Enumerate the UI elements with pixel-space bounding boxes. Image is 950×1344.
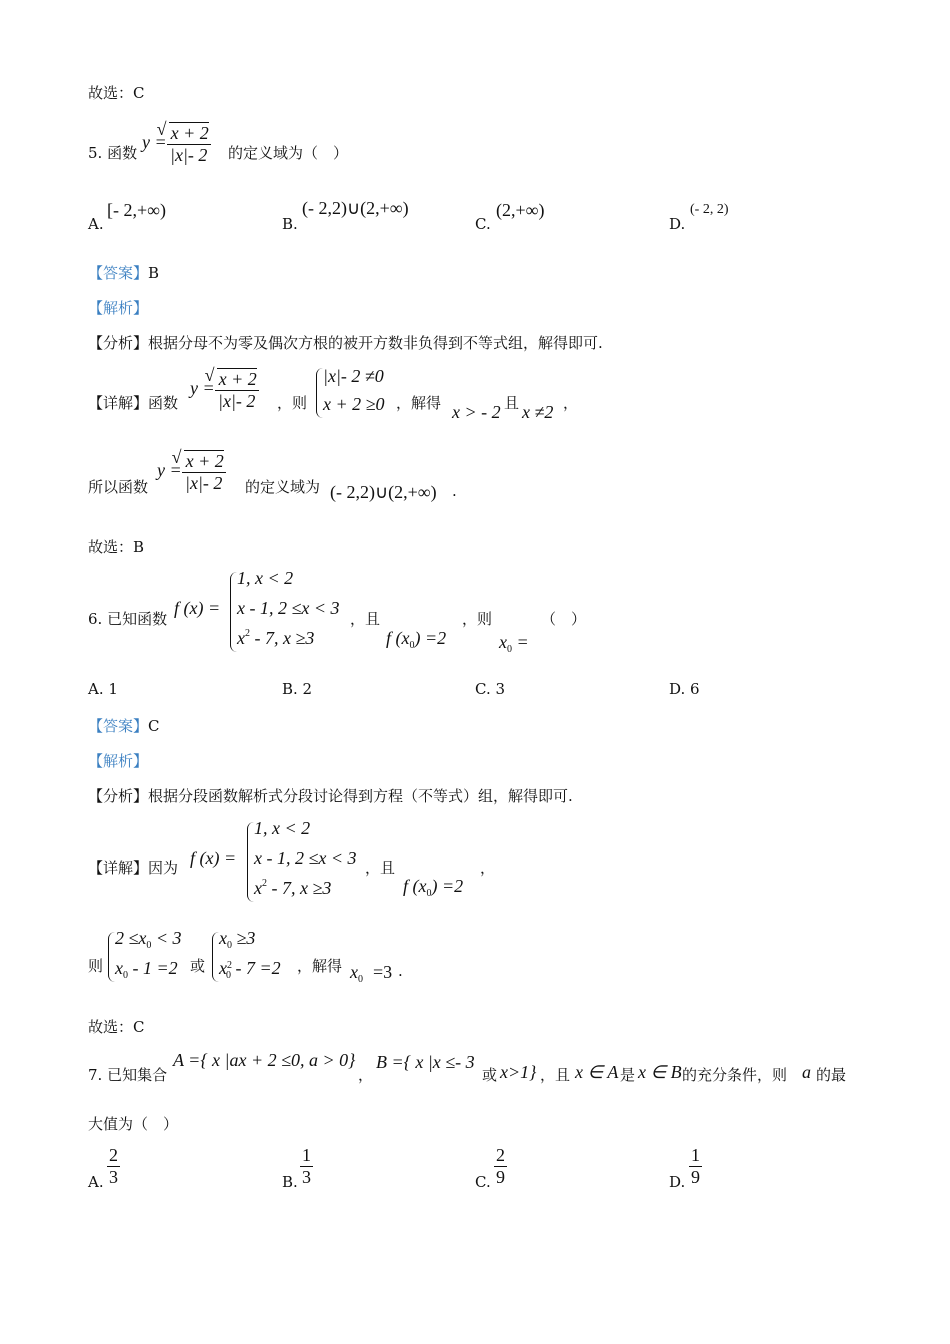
q6-condition: f $(x_0) =2$	[386, 628, 447, 651]
q6-detail-piece-2: x - 1, 2 ≤x < 3	[254, 848, 357, 868]
q5-option-d-label: D.	[669, 215, 686, 233]
q5-system-line1: |x|- 2 ≠0	[323, 366, 384, 386]
q6-result: =3	[373, 962, 393, 982]
q7-set-b: B ={ x |x ≤- 3	[376, 1052, 475, 1072]
q7-set-a: A ={ x |ax + 2 ≤0, a > 0}	[173, 1050, 356, 1070]
q6-stem-and: ，且	[350, 610, 381, 628]
q7-option-b-frac: $\frac{1}{3}$	[302, 1145, 311, 1187]
q7-cond-a: a	[802, 1062, 811, 1082]
q7-comma: ，	[358, 1066, 374, 1084]
q6-x0-eq: $x_0$ =	[499, 632, 529, 655]
q4-conclusion: 故选：C	[88, 84, 145, 102]
q6-then-prefix: 则	[88, 957, 104, 975]
q6-stem-then: ，则	[462, 610, 493, 628]
q5-so-formula: y = √ $\frac{x + 2}{|x|- 2}$	[157, 450, 226, 494]
q6-solve: ，解得	[297, 957, 343, 975]
q6-detail-and: ，且	[365, 859, 396, 877]
q6-case1-line1: $2 \le x_0 < 3$	[115, 928, 182, 951]
q6-fx-label: f (x) =	[174, 598, 221, 618]
q5-option-d-math: (- 2, 2)	[690, 202, 729, 217]
q5-option-a-math: [- 2,+∞)	[107, 200, 166, 220]
q5-stem-suffix: 的定义域为（ ）	[228, 144, 349, 162]
q6-case1-brace	[108, 932, 115, 982]
q5-option-c-label: C.	[475, 215, 491, 233]
q6-option-a: A. 1	[88, 680, 118, 698]
q5-so-domain: (- 2,2)∪(2,+∞)	[330, 482, 437, 502]
q6-piece-2: x - 1, 2 ≤x < 3	[237, 598, 340, 618]
q7-cond-x-in-b: x ∈ B	[638, 1062, 682, 1082]
q5-detail-end: ，	[563, 394, 579, 412]
q5-analysis-tag: 【解析】	[88, 299, 149, 317]
q7-option-c-label: C.	[475, 1173, 491, 1191]
q5-system-brace	[316, 368, 323, 418]
q6-piece-3: $x^2 - 7$, x ≥3	[237, 628, 315, 648]
q6-option-c: C. 3	[475, 680, 506, 698]
q6-option-b: B. 2	[282, 680, 313, 698]
q6-detail-fx-label: f (x) =	[190, 848, 237, 868]
q7-option-a-frac: $\frac{2}{3}$	[109, 1145, 118, 1187]
q6-detail-piece-3: $x^2 - 7$, x ≥3	[254, 878, 332, 898]
q7-stem-line2: 大值为（ ）	[88, 1115, 179, 1133]
q5-so-end: .	[452, 482, 457, 500]
q6-analysis-tag: 【解析】	[88, 752, 149, 770]
q6-detail-prefix: 【详解】因为	[88, 859, 179, 877]
q6-stem-paren: （ ）	[541, 610, 587, 628]
q6-detail-condition: f $(x_0) =2$	[403, 876, 464, 899]
q7-set-b-or: 或	[482, 1066, 498, 1084]
q6-or: 或	[190, 957, 206, 975]
q5-detail-formula: y = √ $\frac{x + 2}{|x|- 2}$	[190, 368, 259, 412]
q6-detail-brace	[247, 822, 254, 902]
q5-detail-solve: ，解得	[396, 394, 442, 412]
q6-answer: 【答案】C	[88, 717, 160, 735]
q5-option-b-math: (- 2,2)∪(2,+∞)	[302, 198, 409, 218]
q5-function-formula: y = √ $\frac{x + 2}{|x|- 2}$	[142, 122, 211, 166]
q5-option-c-math: (2,+∞)	[496, 200, 545, 220]
q5-detail-cond2: x ≠2	[522, 402, 554, 422]
q7-cond-1: ，且	[540, 1066, 571, 1084]
q5-detail-prefix: 【详解】函数	[88, 394, 179, 412]
q6-case2-line1: $x_0 \ge 3$	[219, 928, 256, 951]
q7-cond-2: 是	[620, 1066, 636, 1084]
q7-option-a-label: A.	[88, 1173, 104, 1191]
q5-option-b-label: B.	[282, 215, 298, 233]
q7-set-b-tail: x>1}	[500, 1062, 537, 1082]
q6-stem-prefix: 6. 已知函数	[88, 610, 168, 628]
q5-option-a-label: A.	[88, 215, 104, 233]
q6-piecewise-brace	[230, 572, 237, 652]
q7-cond-x-in-a: x ∈ A	[575, 1062, 619, 1082]
q7-cond-3: 的充分条件，则	[682, 1066, 788, 1084]
q7-option-d-frac: $\frac{1}{9}$	[691, 1145, 700, 1187]
q6-piece-1: 1, x < 2	[237, 568, 294, 588]
q6-case1-line2: $x_0 - 1 =2$	[115, 958, 178, 981]
q6-case2-brace	[212, 932, 219, 982]
q6-detail-piece-1: 1, x < 2	[254, 818, 311, 838]
q6-conclusion: 故选：C	[88, 1018, 145, 1036]
q5-analysis: 【分析】根据分母不为零及偶次方根的被开方数非负得到不等式组，解得即可.	[88, 334, 603, 352]
q6-result-var: $x_0$	[350, 962, 363, 985]
q5-so-prefix: 所以函数	[88, 478, 149, 496]
q5-conclusion: 故选：B	[88, 538, 145, 556]
q6-option-d: D. 6	[669, 680, 700, 698]
q5-detail-then: ，则	[277, 394, 308, 412]
q5-so-mid: 的定义域为	[245, 478, 321, 496]
q5-answer: 【答案】B	[88, 264, 160, 282]
q7-option-b-label: B.	[282, 1173, 298, 1191]
q7-option-d-label: D.	[669, 1173, 686, 1191]
q7-option-c-frac: $\frac{2}{9}$	[496, 1145, 505, 1187]
q6-analysis: 【分析】根据分段函数解析式分段讨论得到方程（不等式）组，解得即可.	[88, 787, 573, 805]
q5-detail-cond1: x > - 2	[452, 402, 501, 422]
q7-cond-4: 的最	[816, 1066, 847, 1084]
q5-system-line2: x + 2 ≥0	[323, 394, 385, 414]
q5-detail-and: 且	[504, 394, 520, 412]
q5-stem-prefix: 5. 函数	[88, 144, 138, 162]
q6-detail-end: ，	[480, 859, 496, 877]
q7-stem-prefix: 7. 已知集合	[88, 1066, 168, 1084]
q6-case2-line2: $x^2_0 - 7 =2$	[219, 958, 281, 981]
q6-result-end: .	[398, 962, 403, 980]
